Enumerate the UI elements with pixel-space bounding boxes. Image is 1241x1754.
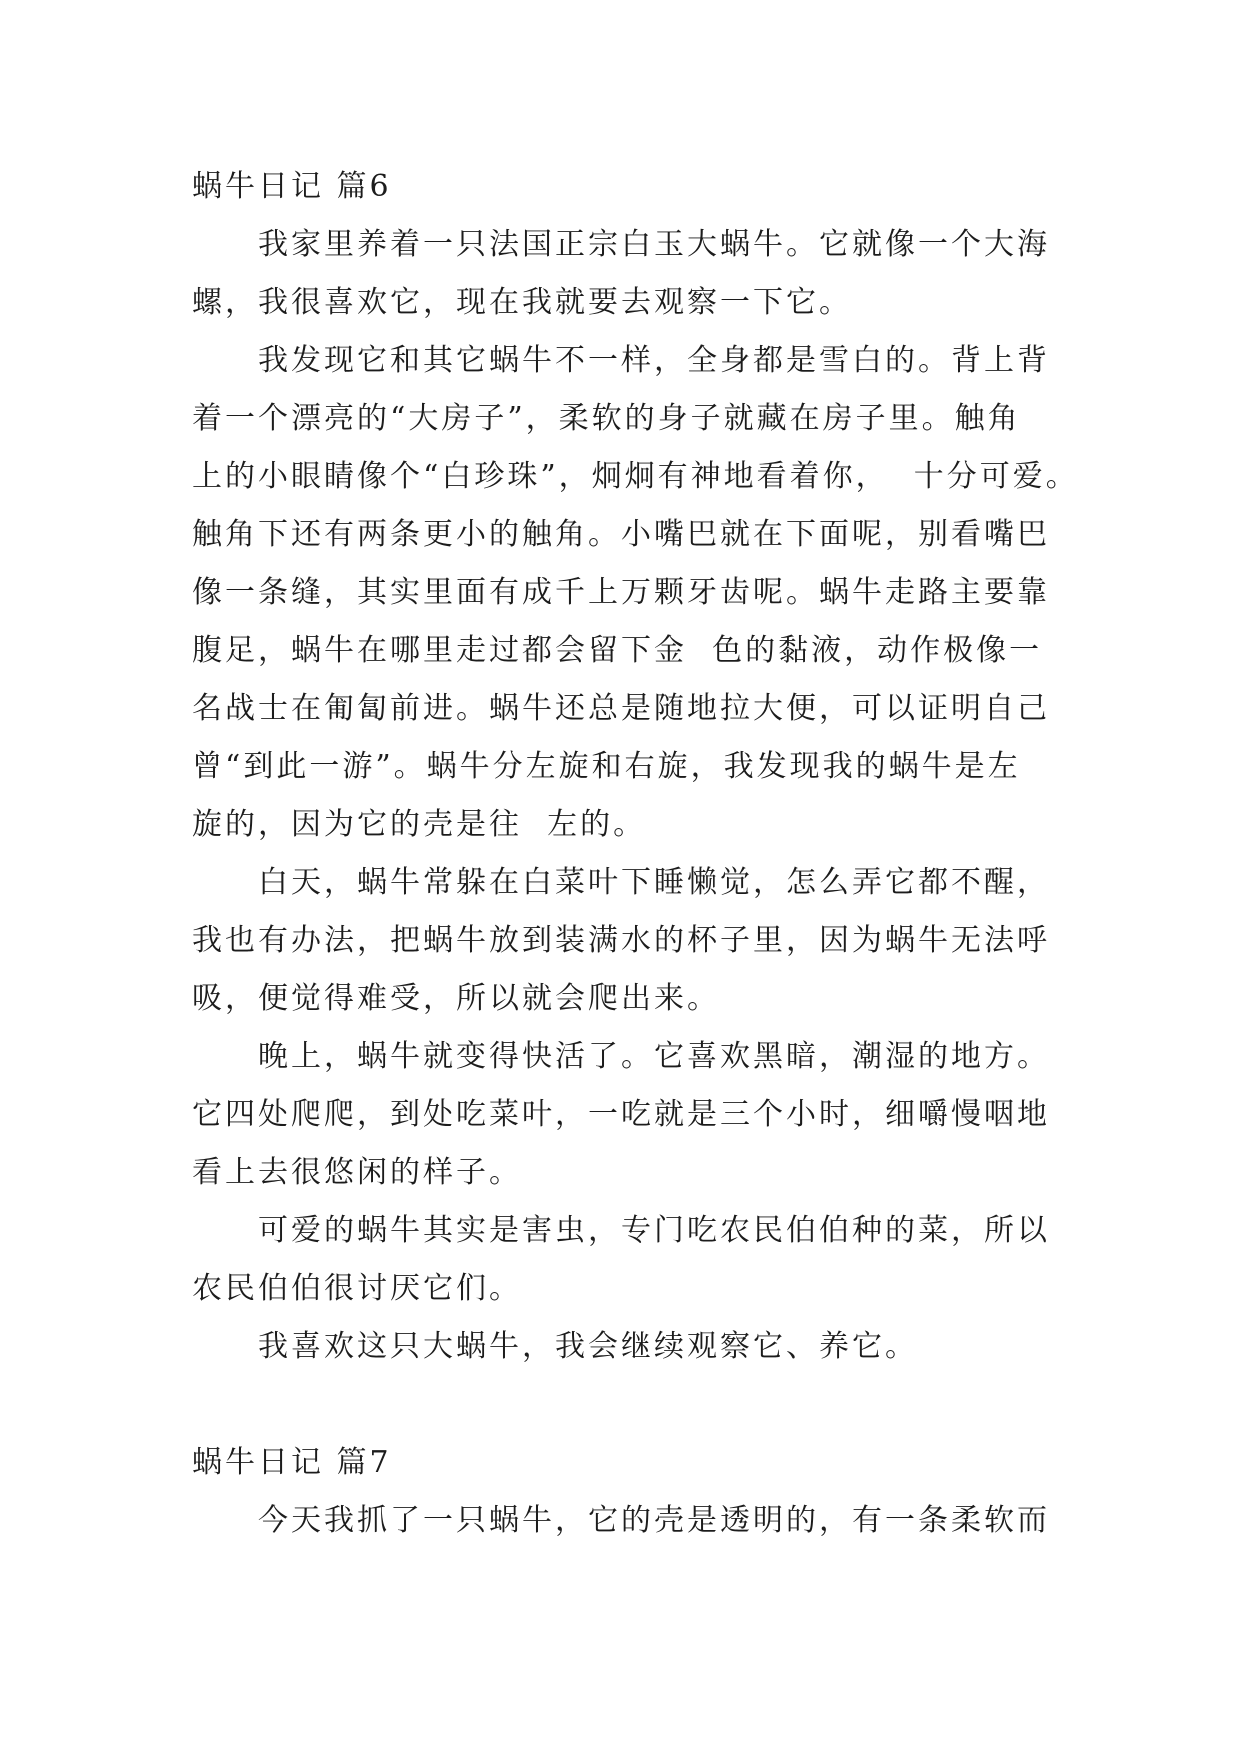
- paragraph-line: 白天，蜗牛常躲在白菜叶下睡懒觉，怎么弄它都不醒，: [258, 865, 1050, 900]
- section-heading: 蜗牛日记 篇7: [192, 1445, 392, 1480]
- paragraph: [192, 854, 1092, 1028]
- paragraph-line: 我也有办法，把蜗牛放到装满水的杯子里，因为蜗牛无法呼: [192, 923, 1050, 958]
- paragraph-line: 晚上，蜗牛就变得快活了。它喜欢黑暗，潮湿的地方。: [258, 1039, 1050, 1074]
- paragraph-line: 可爱的蜗牛其实是害虫，专门吃农民伯伯种的菜，所以: [258, 1213, 1050, 1248]
- paragraph-line: 旋的，因为它的壳是往 左的。: [192, 807, 647, 842]
- paragraph: [192, 1492, 1092, 1550]
- paragraph-line: 我喜欢这只大蜗牛，我会继续观察它、养它。: [258, 1329, 918, 1364]
- diary-entry: [192, 158, 1092, 1376]
- paragraph-line: 看上去很悠闲的样子。: [192, 1155, 522, 1190]
- paragraph-line: 曾“到此一游”。蜗牛分左旋和右旋，我发现我的蜗牛是左: [192, 749, 1021, 784]
- document-page: [192, 158, 1092, 1550]
- paragraph-line: 名战士在匍匐前进。蜗牛还总是随地拉大便，可以证明自己: [192, 691, 1050, 726]
- paragraph: [192, 1028, 1092, 1202]
- paragraph-line: 触角下还有两条更小的触角。小嘴巴就在下面呢，别看嘴巴: [192, 517, 1050, 552]
- paragraph-line: 农民伯伯很讨厌它们。: [192, 1271, 522, 1306]
- paragraph-line: 吸，便觉得难受，所以就会爬出来。: [192, 981, 720, 1016]
- paragraph-line: 像一条缝，其实里面有成千上万颗牙齿呢。蜗牛走路主要靠: [192, 575, 1050, 610]
- paragraph: [192, 1318, 1092, 1376]
- paragraph-line: 上的小眼睛像个“白珍珠”，炯炯有神地看着你， 十分可爱。: [192, 459, 1079, 494]
- paragraph-line: 今天我抓了一只蜗牛，它的壳是透明的，有一条柔软而: [258, 1503, 1050, 1538]
- paragraph-line: 着一个漂亮的“大房子”，柔软的身子就藏在房子里。触角: [192, 401, 1021, 436]
- paragraph-line: 它四处爬爬，到处吃菜叶，一吃就是三个小时，细嚼慢咽地: [192, 1097, 1050, 1132]
- diary-entry: [192, 1434, 1092, 1550]
- paragraph-line: 腹足，蜗牛在哪里走过都会留下金 色的黏液，动作极像一: [192, 633, 1043, 668]
- paragraph-line: 我家里养着一只法国正宗白玉大蜗牛。它就像一个大海: [258, 227, 1050, 262]
- paragraph-line: 螺，我很喜欢它，现在我就要去观察一下它。: [192, 285, 852, 320]
- paragraph: [192, 332, 1092, 854]
- section-heading: 蜗牛日记 篇6: [192, 169, 392, 204]
- paragraph-line: 我发现它和其它蜗牛不一样，全身都是雪白的。背上背: [258, 343, 1050, 378]
- paragraph: [192, 216, 1092, 332]
- paragraph: [192, 1202, 1092, 1318]
